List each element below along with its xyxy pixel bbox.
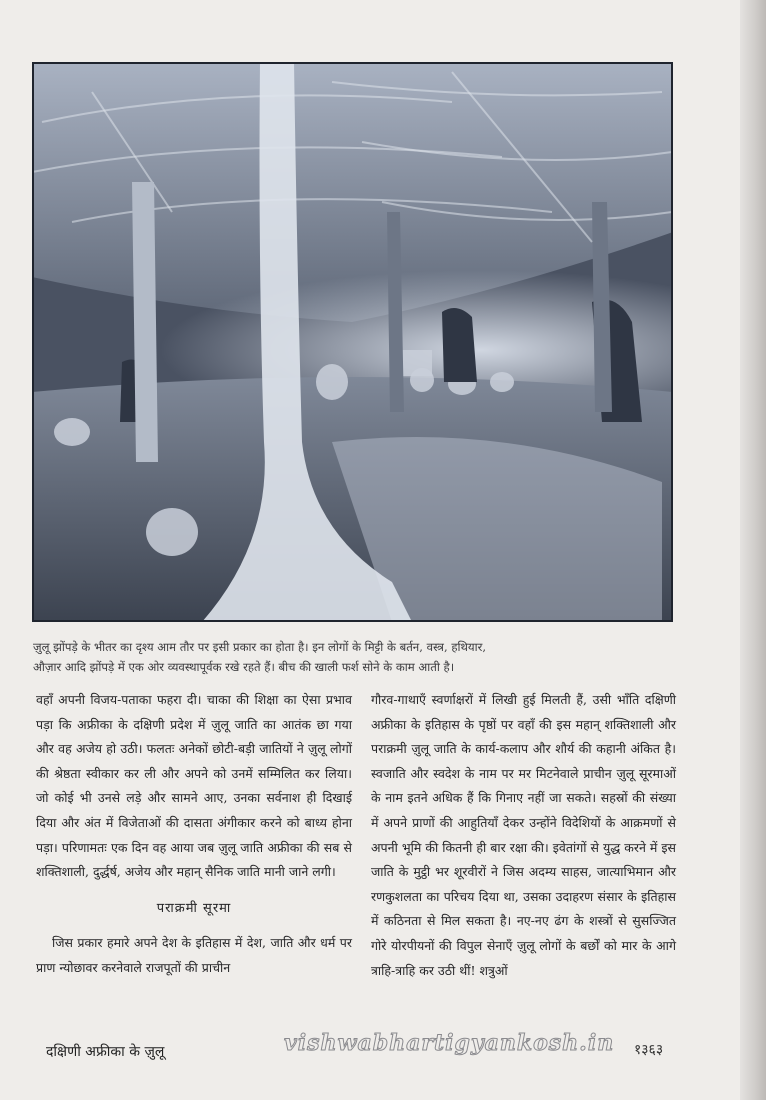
caption-line-2: औज़ार आदि झोंपड़े में एक ओर व्यवस्थापूर्वक रखे रहते हैं। बीच की खाली फर्श सोने के काम आती है।: [33, 660, 455, 674]
right-paragraph-1: गौरव-गाथाएँ स्वर्णाक्षरों में लिखी हुई मिलती हैं, उसी भाँति दक्षिणी अफ्रीका के इतिहास के पृष्ठों पर वहाँ की इस महान् शक्तिशाली और पराक्रमी ज़ुलू जाति के कार्य-कलाप और शौर्य की कहानी अंकित है। स्वजाति और स्वदेश के नाम पर मर मिटनेवाले प्राचीन ज़ुलू सूरमाओं के नाम इतने अधिक हैं कि गिनाए नहीं जा सकते। सहस्रों की संख्या में अपने प्राणों की आहुतियाँ देकर उन्होंने विदेशियों के आक्रमणों से अपनी भूमि की कितनी ही बार रक्षा की। इवेतांगों से युद्ध करने में इस जाति के मुट्ठी भर शूरवीरों ने जिस अदम्य साहस, जात्याभिमान और रणकुशलता का परिचय दिया था, उसका उदाहरण संसार के इतिहास में कठिनता से मिल सकता है। नए-नए ढंग के शस्त्रों से सुसज्जित गोरे योरपीयनों की विपुल सेनाएँ ज़ुलू लोगों के बर्छों को मार के आगे त्राहि-त्राहि कर उठी थीं! शत्रुओं: [371, 692, 676, 978]
running-title: दक्षिणी अफ्रीका के ज़ुलू: [46, 1044, 165, 1060]
left-paragraph-2: जिस प्रकार हमारे अपने देश के इतिहास में देश, जाति और धर्म पर प्राण न्योछावर करनेवाले राजपूतों की प्राचीन: [36, 935, 352, 975]
hut-interior-photo: [32, 62, 673, 622]
right-column: [371, 688, 676, 983]
page-number: १३६३: [634, 1042, 664, 1058]
left-paragraph-1: वहाँ अपनी विजय-पताका फहरा दी। चाका की शिक्षा का ऐसा प्रभाव पड़ा कि अफ्रीका के दक्षिणी प्रदेश में ज़ुलू जाति का आतंक छा गया और वह अजेय हो उठी। फलतः अनेकों छोटी-बड़ी जातियों ने ज़ुलू लोगों की श्रेष्ठता स्वीकार कर ली और अपने को उनमें सम्मिलित कर लिया। जो कोई भी उनसे लड़े और सामने आए, उनका सर्वनाश ही दिखाई दिया और अंत में विजेताओं की दासता अंगीकार करने को बाध्य होना पड़ा। परिणामतः एक दिन वह आया जब ज़ुलू जाति अफ्रीका की सब से शक्तिशाली, दुर्द्धर्ष, अजेय और महान् सैनिक जाति मानी जाने लगी।: [36, 692, 352, 880]
photo-caption: [33, 637, 665, 677]
caption-line-1: ज़ुलू झोंपड़े के भीतर का दृश्य आम तौर पर इसी प्रकार का होता है। इन लोगों के मिट्टी के बर्तन, वस्त्र, हथियार,: [33, 640, 487, 654]
page-edge-shadow: [740, 0, 766, 1100]
watermark: vishwabhartigyankosh.in: [284, 1030, 615, 1056]
section-subheading: पराक्रमी सूरमा: [156, 900, 232, 916]
left-column: [36, 688, 352, 981]
